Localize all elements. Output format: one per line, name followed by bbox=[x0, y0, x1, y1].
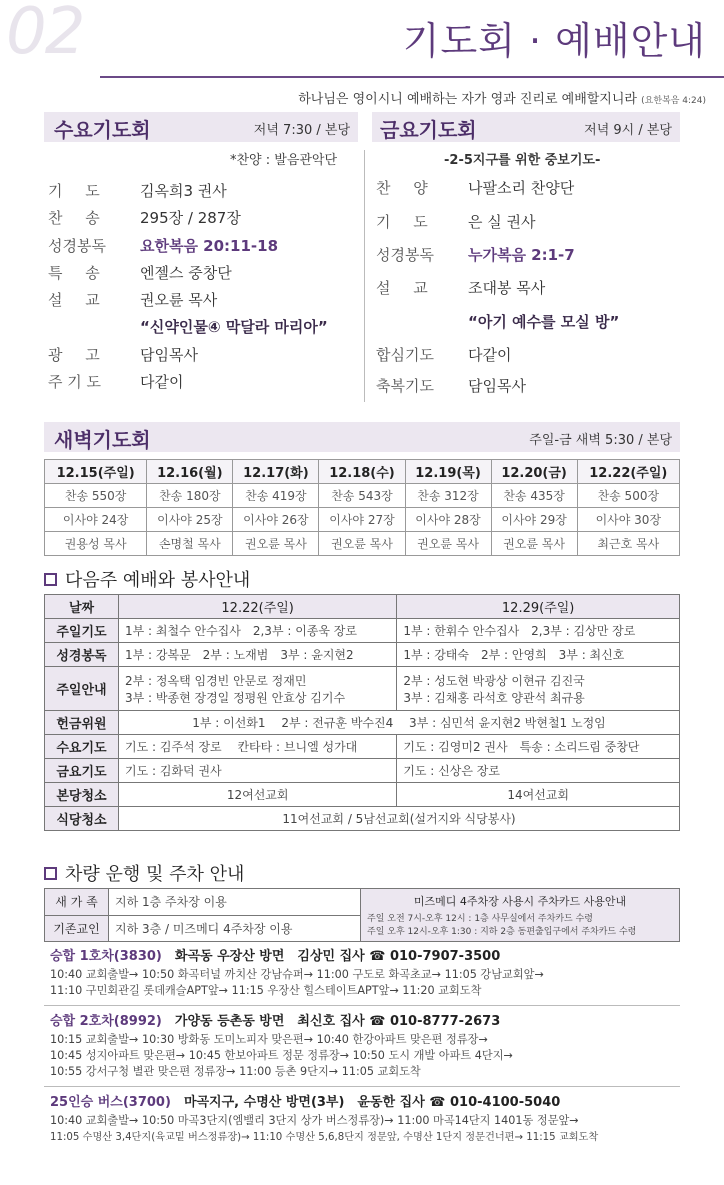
dawn-pastor: 권오륜 목사 bbox=[405, 532, 491, 556]
dawn-title: 새벽기도회 bbox=[54, 428, 151, 452]
wed-value-announce: 담임목사 bbox=[140, 346, 198, 364]
fri-value-blessing: 담임목사 bbox=[468, 377, 526, 395]
fri-label-unison: 합심기도 bbox=[376, 346, 434, 364]
bus-schedule-line: 11:05 수명산 3,4단지(육교밑 버스정류장)→ 11:10 수명산 5,6,8단지 정문앞, 수명산 1단지 정문건너편→ 11:15 교회도착 bbox=[50, 1132, 599, 1143]
bus-route-3 bbox=[50, 1091, 690, 1143]
table-row bbox=[45, 667, 680, 711]
next-head-date: 12.22(주일) bbox=[119, 595, 397, 619]
table-row bbox=[45, 889, 680, 916]
wed-label-reading: 성경봉독 bbox=[48, 237, 106, 255]
next-section-heading bbox=[44, 566, 250, 592]
bus-number: 승합 2호차(8992) bbox=[50, 1014, 162, 1029]
dawn-day: 12.20(금) bbox=[491, 460, 577, 484]
dawn-hymn: 찬송 180장 bbox=[147, 484, 233, 508]
row-cell-merged: 1부 : 이선화1 2부 : 전규훈 박수진4 3부 : 심민석 윤지현2 박현철1 노정임 bbox=[119, 711, 680, 735]
fri-value-unison: 다같이 bbox=[468, 346, 512, 364]
parking-table bbox=[44, 888, 680, 942]
dawn-hymn: 찬송 500장 bbox=[577, 484, 679, 508]
usher-line: 3부 : 김채홍 라석호 양관석 최규용 bbox=[403, 690, 585, 705]
dawn-hymn: 찬송 543장 bbox=[319, 484, 405, 508]
wed-value-sermon: 권오륜 목사 bbox=[140, 291, 218, 309]
title-rule bbox=[100, 76, 724, 78]
dawn-pastor: 손명철 목사 bbox=[147, 532, 233, 556]
column-divider bbox=[364, 150, 365, 402]
row-cell bbox=[119, 667, 397, 711]
fri-note: -2-5지구를 위한 중보기도- bbox=[444, 153, 601, 168]
dawn-hymn: 찬송 550장 bbox=[45, 484, 147, 508]
next-head-row bbox=[45, 595, 680, 619]
divider bbox=[44, 1086, 680, 1087]
fri-value-reading: 누가복음 2:1-7 bbox=[468, 246, 575, 264]
dawn-text: 이사야 27장 bbox=[319, 508, 405, 532]
dawn-text: 이사야 26장 bbox=[233, 508, 319, 532]
table-row bbox=[45, 711, 680, 735]
row-cell: 지하 3층 / 미즈메디 4주차장 이용 bbox=[109, 915, 361, 942]
bus-number: 25인승 버스(3700) bbox=[50, 1095, 171, 1110]
bus-schedule-line: 10:40 교회출발→ 10:50 화곡터널 까치산 강남슈퍼→ 11:00 구도로 화곡초교→ 11:05 강남교회앞→ bbox=[50, 968, 544, 981]
fri-title: 금요기도회 bbox=[380, 118, 477, 142]
row-label: 헌금위원 bbox=[45, 711, 119, 735]
fri-time: 저녁 9시 / 본당 bbox=[584, 123, 672, 138]
table-row bbox=[45, 643, 680, 667]
checkbox-square-icon bbox=[44, 867, 57, 880]
fri-label-blessing: 축복기도 bbox=[376, 377, 434, 395]
row-cell: 12여선교회 bbox=[119, 783, 397, 807]
wed-label-sermon: 설 교 bbox=[48, 291, 101, 309]
row-cell: 1부 : 최철수 안수집사 2,3부 : 이종욱 장로 bbox=[119, 619, 397, 643]
row-label: 금요기도 bbox=[45, 759, 119, 783]
divider bbox=[44, 1005, 680, 1006]
next-head-label: 날짜 bbox=[45, 595, 119, 619]
wed-value-prayer: 김옥희3 권사 bbox=[140, 182, 227, 200]
row-cell: 기도 : 김주석 장로 칸타타 : 브니엘 성가대 bbox=[119, 735, 397, 759]
row-label: 주일기도 bbox=[45, 619, 119, 643]
dawn-hymns-row bbox=[45, 484, 680, 508]
wed-label-hymn: 찬 송 bbox=[48, 209, 101, 227]
bus-number: 승합 1호차(3830) bbox=[50, 949, 162, 964]
notice-line: 주일 오전 7시-오후 12시 : 1층 사무실에서 주차카드 수령 bbox=[367, 914, 593, 924]
wed-label-prayer: 기 도 bbox=[48, 182, 101, 200]
verse-text: 하나님은 영이시니 예배하는 자가 영과 진리로 예배할지니라 bbox=[298, 92, 637, 107]
parking-card-notice bbox=[361, 889, 680, 942]
wed-note: *찬양 : 발음관악단 bbox=[230, 153, 338, 168]
dawn-text: 이사야 24장 bbox=[45, 508, 147, 532]
fri-value-prayer: 은 실 권사 bbox=[468, 213, 536, 231]
row-label: 수요기도 bbox=[45, 735, 119, 759]
row-cell: 지하 1층 주차장 이용 bbox=[109, 889, 361, 916]
fri-value-praise: 나팔소리 찬양단 bbox=[468, 179, 575, 197]
fri-label-sermon: 설 교 bbox=[376, 279, 429, 297]
notice-line: 주일 오후 12시-오후 1:30 : 지하 2층 동편출입구에서 주차카드 수령 bbox=[367, 927, 637, 937]
fri-label-reading: 성경봉독 bbox=[376, 246, 434, 264]
row-cell: 기도 : 신상은 장로 bbox=[397, 759, 680, 783]
page-number: 02 bbox=[6, 0, 84, 69]
bus-schedule-line: 10:55 강서구청 별관 맞은편 정류장→ 11:00 등촌 9단지→ 11:05 교회도착 bbox=[50, 1065, 421, 1078]
bus-schedule-line: 10:40 교회출발→ 10:50 마곡3단지(엠밸리 3단지 상가 버스정류장)→ 11:00 마곡14단지 1401동 정문앞→ bbox=[50, 1114, 579, 1127]
vehicle-section-title: 차량 운행 및 주차 안내 bbox=[65, 864, 245, 885]
table-row bbox=[45, 619, 680, 643]
row-label: 식당청소 bbox=[45, 807, 119, 831]
notice-title: 미즈메디 4주차장 사용시 주차카드 사용안내 bbox=[413, 895, 627, 908]
dawn-pastor: 권오륜 목사 bbox=[233, 532, 319, 556]
wed-time: 저녁 7:30 / 본당 bbox=[253, 123, 350, 138]
usher-line: 3부 : 박종현 장경일 정평원 안효상 김기수 bbox=[125, 690, 346, 705]
dawn-text: 이사야 29장 bbox=[491, 508, 577, 532]
wed-bar bbox=[44, 112, 358, 142]
bus-route-2 bbox=[50, 1010, 680, 1079]
table-row bbox=[45, 759, 680, 783]
bus-header bbox=[50, 1010, 680, 1029]
dawn-day: 12.18(수) bbox=[319, 460, 405, 484]
usher-line: 2부 : 정옥택 임경빈 안문로 정재민 bbox=[125, 673, 307, 688]
row-cell: 기도 : 김화덕 권사 bbox=[119, 759, 397, 783]
page-title: 기도회 · 예배안내 bbox=[402, 19, 706, 63]
dawn-bar bbox=[44, 422, 680, 452]
dawn-hymn: 찬송 435장 bbox=[491, 484, 577, 508]
dawn-text: 이사야 30장 bbox=[577, 508, 679, 532]
dawn-days-row bbox=[45, 460, 680, 484]
dawn-day: 12.17(화) bbox=[233, 460, 319, 484]
wed-value-lordsprayer: 다같이 bbox=[140, 373, 184, 391]
dawn-time: 주일-금 새벽 5:30 / 본당 bbox=[529, 433, 672, 448]
row-label: 새 가 족 bbox=[45, 889, 109, 916]
fri-label-prayer: 기 도 bbox=[376, 213, 429, 231]
dawn-day: 12.15(주일) bbox=[45, 460, 147, 484]
wed-value-reading: 요한복음 20:11-18 bbox=[140, 237, 279, 255]
row-cell-merged: 11여선교회 / 5남선교회(설거지와 식당봉사) bbox=[119, 807, 680, 831]
dawn-pastor: 권오륜 목사 bbox=[319, 532, 405, 556]
dawn-pastors-row bbox=[45, 532, 680, 556]
row-label: 본당청소 bbox=[45, 783, 119, 807]
fri-label-praise: 찬 양 bbox=[376, 179, 429, 197]
bus-route: 화곡동 우장산 방면 김상민 집사 ☎ 010-7907-3500 bbox=[174, 949, 501, 964]
dawn-day: 12.19(목) bbox=[405, 460, 491, 484]
usher-line: 2부 : 성도현 박광상 이현규 김진국 bbox=[403, 673, 585, 688]
bus-header bbox=[50, 945, 680, 964]
dawn-table bbox=[44, 459, 680, 556]
wed-title: 수요기도회 bbox=[54, 118, 151, 142]
row-cell: 1부 : 한휘수 안수집사 2,3부 : 김상만 장로 bbox=[397, 619, 680, 643]
dawn-hymn: 찬송 419장 bbox=[233, 484, 319, 508]
row-label: 성경봉독 bbox=[45, 643, 119, 667]
header-verse bbox=[298, 88, 706, 107]
wed-label-lordsprayer: 주 기 도 bbox=[48, 373, 102, 391]
table-row bbox=[45, 783, 680, 807]
dawn-text: 이사야 28장 bbox=[405, 508, 491, 532]
verse-ref: (요한복음 4:24) bbox=[641, 96, 706, 106]
fri-value-sermon: 조대봉 목사 bbox=[468, 279, 546, 297]
dawn-text: 이사야 25장 bbox=[147, 508, 233, 532]
dawn-hymn: 찬송 312장 bbox=[405, 484, 491, 508]
next-section-title: 다음주 예배와 봉사안내 bbox=[65, 570, 251, 591]
bus-schedule-line: 10:45 성지아파트 맞은편→ 10:45 한보아파트 정문 정류장→ 10:50 도시 개발 아파트 4단지→ bbox=[50, 1049, 513, 1062]
vehicle-section-heading bbox=[44, 860, 244, 886]
bus-route-1 bbox=[50, 945, 680, 998]
row-cell: 기도 : 김영미2 권사 특송 : 소리드림 중창단 bbox=[397, 735, 680, 759]
dawn-texts-row bbox=[45, 508, 680, 532]
bus-route: 마곡지구, 수명산 방면(3부) 윤동한 집사 ☎ 010-4100-5040 bbox=[183, 1095, 561, 1110]
dawn-day: 12.16(월) bbox=[147, 460, 233, 484]
fri-sermon-title: “아기 예수를 모실 방” bbox=[468, 313, 620, 331]
wed-sermon-title: “신약인물④ 막달라 마리아” bbox=[140, 318, 328, 336]
row-label: 기존교인 bbox=[45, 915, 109, 942]
row-cell: 14여선교회 bbox=[397, 783, 680, 807]
table-row bbox=[45, 807, 680, 831]
bus-route: 가양동 등촌동 방면 최신호 집사 ☎ 010-8777-2673 bbox=[174, 1014, 501, 1029]
wed-value-special: 엔젤스 중창단 bbox=[140, 264, 232, 282]
bus-schedule-line: 10:15 교회출발→ 10:30 방화동 도미노피자 맞은편→ 10:40 한강아파트 맞은편 정류장→ bbox=[50, 1033, 488, 1046]
wed-value-hymn: 295장 / 287장 bbox=[140, 209, 241, 227]
row-cell: 1부 : 강복문 2부 : 노재범 3부 : 윤지현2 bbox=[119, 643, 397, 667]
dawn-pastor: 최근호 목사 bbox=[577, 532, 679, 556]
table-row bbox=[45, 735, 680, 759]
next-table bbox=[44, 594, 680, 831]
dawn-day: 12.22(주일) bbox=[577, 460, 679, 484]
row-cell: 1부 : 강태숙 2부 : 안영희 3부 : 최신호 bbox=[397, 643, 680, 667]
dawn-pastor: 권용성 목사 bbox=[45, 532, 147, 556]
row-label: 주일안내 bbox=[45, 667, 119, 711]
next-head-date: 12.29(주일) bbox=[397, 595, 680, 619]
wed-label-special: 특 송 bbox=[48, 264, 101, 282]
wed-label-announce: 광 고 bbox=[48, 346, 101, 364]
fri-bar bbox=[372, 112, 680, 142]
checkbox-square-icon bbox=[44, 573, 57, 586]
row-cell bbox=[397, 667, 680, 711]
bus-header bbox=[50, 1091, 690, 1110]
dawn-pastor: 권오륜 목사 bbox=[491, 532, 577, 556]
bus-schedule-line: 11:10 구민회관길 롯데캐슬APT앞→ 11:15 우장산 힐스테이트APT앞→ 11:20 교회도착 bbox=[50, 984, 482, 997]
